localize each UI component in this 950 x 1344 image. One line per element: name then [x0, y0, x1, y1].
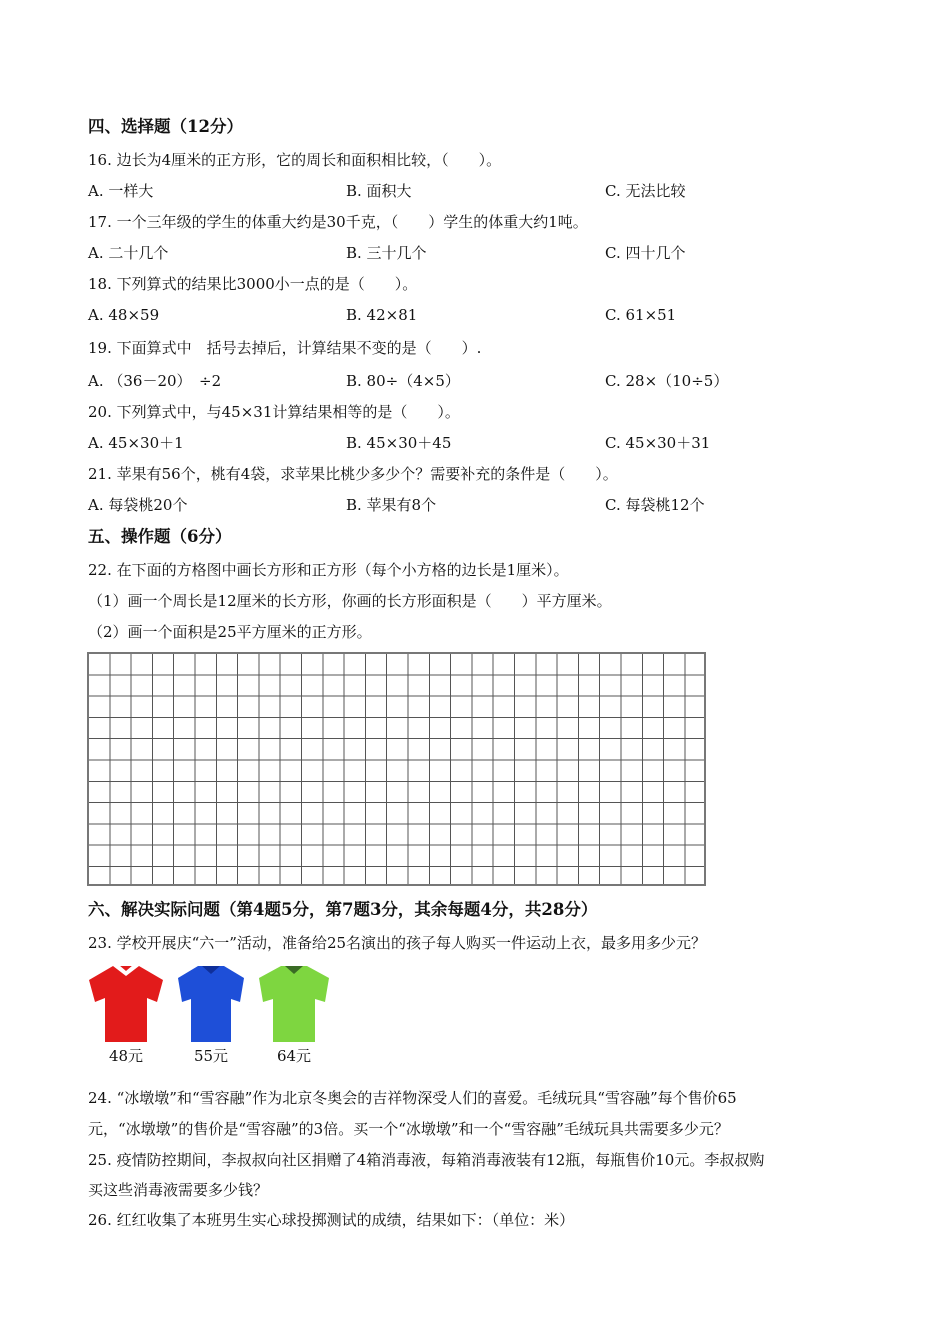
question-23: 23. 学校开展庆“六一”活动，准备给25名演出的孩子每人购买一件运动上衣，最多用多少元？	[88, 934, 707, 952]
option-a: A. 48×59	[88, 306, 160, 324]
shirt-green	[254, 962, 334, 1066]
drawing-grid[interactable]	[87, 652, 706, 886]
question-18: 18. 下列算式的结果比3000小一点的是（ ）。	[88, 275, 418, 293]
section-heading-operation: 五、操作题（6分）	[88, 527, 232, 546]
question-17: 17. 一个三年级的学生的体重大约是30千克，（ ）学生的体重大约1吨。	[88, 213, 588, 231]
question-21: 21. 苹果有56个，桃有4袋，求苹果比桃少多少个？需要补充的条件是（ ）。	[88, 465, 618, 483]
option-b: B. 45×30＋45	[346, 434, 452, 452]
question-22-part-1: （1）画一个周长是12厘米的长方形，你画的长方形面积是（ ）平方厘米。	[88, 592, 612, 610]
option-b: B. 面积大	[346, 182, 412, 200]
green-shirt-icon	[255, 962, 333, 1044]
option-a: A. 每袋桃20个	[88, 496, 188, 514]
option-c: C. 45×30＋31	[605, 434, 711, 452]
option-a: A. （36－20） ÷2	[88, 372, 222, 390]
question-25-line-1: 25. 疫情防控期间，李叔叔向社区捐赠了4箱消毒液，每箱消毒液装有12瓶，每瓶售价10元。李叔叔购	[88, 1151, 765, 1169]
price-label: 48元	[108, 1047, 144, 1065]
option-c: C. 28×（10÷5）	[605, 372, 729, 390]
option-b: B. 苹果有8个	[346, 496, 437, 514]
option-c: C. 每袋桃12个	[605, 496, 705, 514]
question-19: 19. 下面算式中 括号去掉后，计算结果不变的是（ ）.	[88, 339, 482, 357]
question-22-part-2: （2）画一个面积是25平方厘米的正方形。	[88, 623, 372, 641]
shirt-red	[86, 962, 166, 1066]
option-b: B. 80÷（4×5）	[346, 372, 460, 390]
option-a: A. 二十几个	[88, 244, 169, 262]
price-label: 55元	[193, 1047, 229, 1065]
section-heading-choice: 四、选择题（12分）	[88, 117, 243, 136]
option-b: B. 三十几个	[346, 244, 427, 262]
option-c: C. 四十几个	[605, 244, 686, 262]
red-shirt-icon	[87, 962, 165, 1044]
option-a: A. 45×30＋1	[88, 434, 184, 452]
question-24-line-2: 元，“冰墩墩”的售价是“雪容融”的3倍。买一个“冰墩墩”和一个“雪容融”毛绒玩具共需要多少元？	[88, 1120, 729, 1138]
question-20: 20. 下列算式中，与45×31计算结果相等的是（ ）。	[88, 403, 460, 421]
question-16: 16. 边长为4厘米的正方形，它的周长和面积相比较，（ ）。	[88, 151, 502, 169]
price-label: 64元	[276, 1047, 312, 1065]
section-heading-problems: 六、解决实际问题（第4题5分，第7题3分，其余每题4分，共28分）	[88, 900, 598, 919]
shirt-blue	[171, 962, 251, 1066]
question-24-line-1: 24. “冰墩墩”和“雪容融”作为北京冬奥会的吉祥物深受人们的喜爱。毛绒玩具“雪容融”每个售价65	[88, 1089, 737, 1107]
option-a: A. 一样大	[88, 182, 154, 200]
option-b: B. 42×81	[346, 306, 418, 324]
blue-shirt-icon	[172, 962, 250, 1044]
question-25-line-2: 买这些消毒液需要多少钱？	[88, 1181, 269, 1199]
option-c: C. 无法比较	[605, 182, 686, 200]
question-22: 22. 在下面的方格图中画长方形和正方形（每个小方格的边长是1厘米）。	[88, 561, 569, 579]
question-26: 26. 红红收集了本班男生实心球投掷测试的成绩，结果如下：（单位：米）	[88, 1211, 575, 1229]
option-c: C. 61×51	[605, 306, 677, 324]
